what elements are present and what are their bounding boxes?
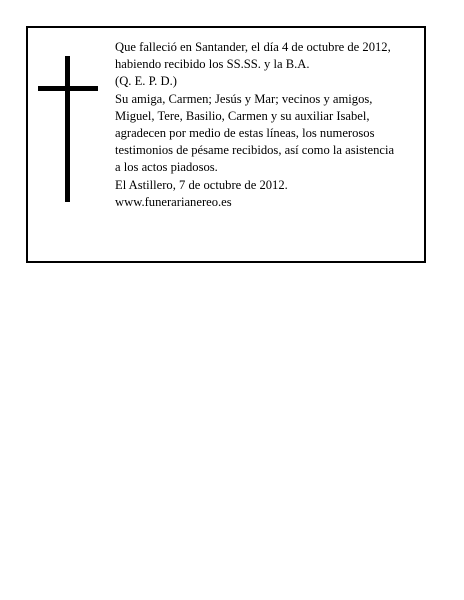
notice-line-thanks-1: agradecen por medio de estas líneas, los numerosos: [115, 126, 375, 141]
notice-line-website: www.funerarianereo.es: [115, 194, 232, 209]
cross-horizontal-bar: [38, 86, 98, 91]
notice-text-block: [115, 39, 425, 211]
notice-line-thanks-3: a los actos piadosos.: [115, 160, 218, 175]
notice-line-place-date: El Astillero, 7 de octubre de 2012.: [115, 177, 288, 192]
notice-line-qepd: (Q. E. P. D.): [115, 74, 177, 89]
notice-line-thanks-2: testimonios de pésame recibidos, así como la asistencia: [115, 143, 395, 158]
cross-vertical-bar: [65, 56, 70, 202]
notice-line-sacraments: habiendo recibido los SS.SS. y la B.A.: [115, 57, 310, 72]
obituary-notice: [26, 26, 426, 263]
notice-line-mourners-1: Su amiga, Carmen; Jesús y Mar; vecinos y amigos,: [115, 91, 373, 106]
notice-line-death-info: Que falleció en Santander, el día 4 de octubre de 2012,: [115, 40, 391, 54]
cross-icon: [38, 56, 98, 202]
notice-line-mourners-2: Miguel, Tere, Basilio, Carmen y su auxiliar Isabel,: [115, 108, 370, 123]
